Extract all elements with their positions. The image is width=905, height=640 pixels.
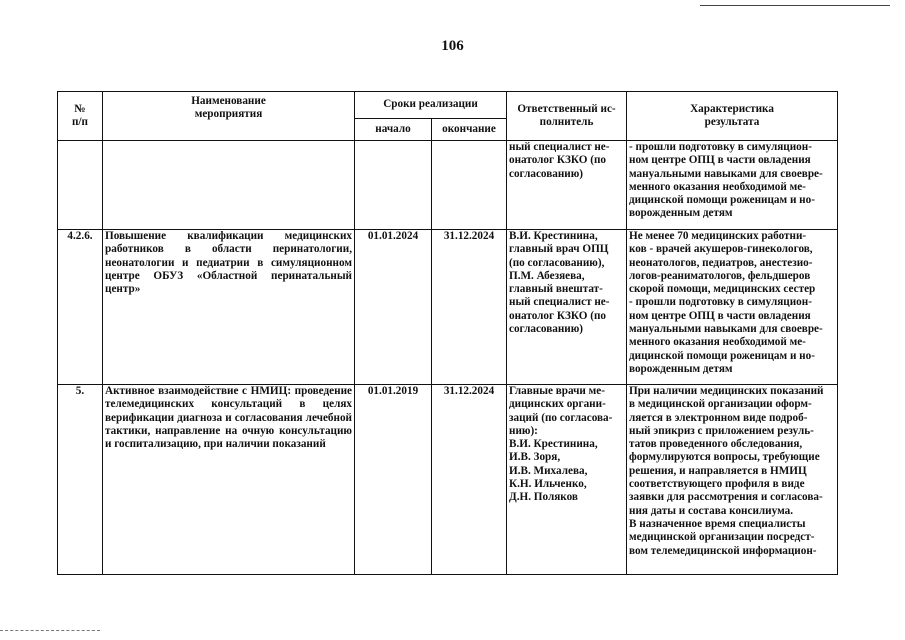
row-start: 01.01.2019: [355, 385, 432, 575]
row-result: Не менее 70 медицинских работни- ков - врачей акушеров-гинекологов, неонатологов, педиатров, анестезио- логов-реаниматологов, фельдшеров скорой помощи, медицинских сестер - прошли подготовку в симуляцион- ном центре ОПЦ в части овладения мануальными навыками для своевре- менного оказания необходимой ме- дицинской помощи роженицам и но- ворожденным детям: [627, 230, 838, 385]
header-num: № п/п: [58, 92, 103, 141]
row-result: При наличии медицинских показаний в медицинской организации оформ- ляется в электронном виде подроб- ный эпикриз с приложением резуль- татов проведенного обследования, формулируются вопросы, требующие решения, и направляется в НМИЦ соответствующего профиля в виде заявки для рассмотрения и согласова- ния даты и состава консилиума. В назначенное время специалисты медицинской организации посредст- вом телемедицинской информацион-: [627, 385, 838, 575]
row-num: 4.2.6.: [58, 230, 103, 385]
row-num: [58, 141, 103, 230]
activities-table: [57, 91, 838, 575]
row-start: 01.01.2024: [355, 230, 432, 385]
table-row: [58, 141, 838, 230]
row-end: [432, 141, 507, 230]
row-responsible: Главные врачи ме- дицинских органи- заций (по согласова- нию): В.И. Крестинина, И.В. Зоря, И.В. Михалева, К.Н. Ильченко, Д.Н. Поляков: [507, 385, 627, 575]
row-start: [355, 141, 432, 230]
header-start: начало: [355, 119, 432, 141]
header-name: Наименование мероприятия: [103, 92, 355, 141]
header-result: Характеристика результата: [627, 92, 838, 141]
row-responsible: В.И. Крестинина, главный врач ОПЦ (по согласованию), П.М. Абезяева, главный внештат- ный специалист не- онатолог КЗКО (по согласованию): [507, 230, 627, 385]
bottom-rule: [0, 630, 100, 631]
page-number: 106: [441, 38, 464, 54]
row-responsible: ный специалист не- онатолог КЗКО (по согласованию): [507, 141, 627, 230]
row-end: 31.12.2024: [432, 385, 507, 575]
table-row: [58, 230, 838, 385]
table-row: [58, 385, 838, 575]
header-dates: Сроки реализации: [355, 92, 507, 119]
row-result: - прошли подготовку в симуляцион- ном центре ОПЦ в части овладения мануальными навыками для своевре- менного оказания необходимой ме- дицинской помощи роженицам и но- ворожденным детям: [627, 141, 838, 230]
row-num: 5.: [58, 385, 103, 575]
top-rule: [700, 5, 890, 6]
row-name: Повышение квалификации медицинских работников в области перинатологии, неонатологии и педиатрии в симуляционном центре ОБУЗ «Областной перинатальный центр»: [103, 230, 355, 385]
header-responsible: Ответственный ис- полнитель: [507, 92, 627, 141]
header-end: окончание: [432, 119, 507, 141]
row-name: Активное взаимодействие с НМИЦ: проведение телемедицинских консультаций в целях верификации диагноза и согласования лечебной тактики, направление на очную консультацию и госпитализацию, при наличии показаний: [103, 385, 355, 575]
row-end: 31.12.2024: [432, 230, 507, 385]
row-name: [103, 141, 355, 230]
